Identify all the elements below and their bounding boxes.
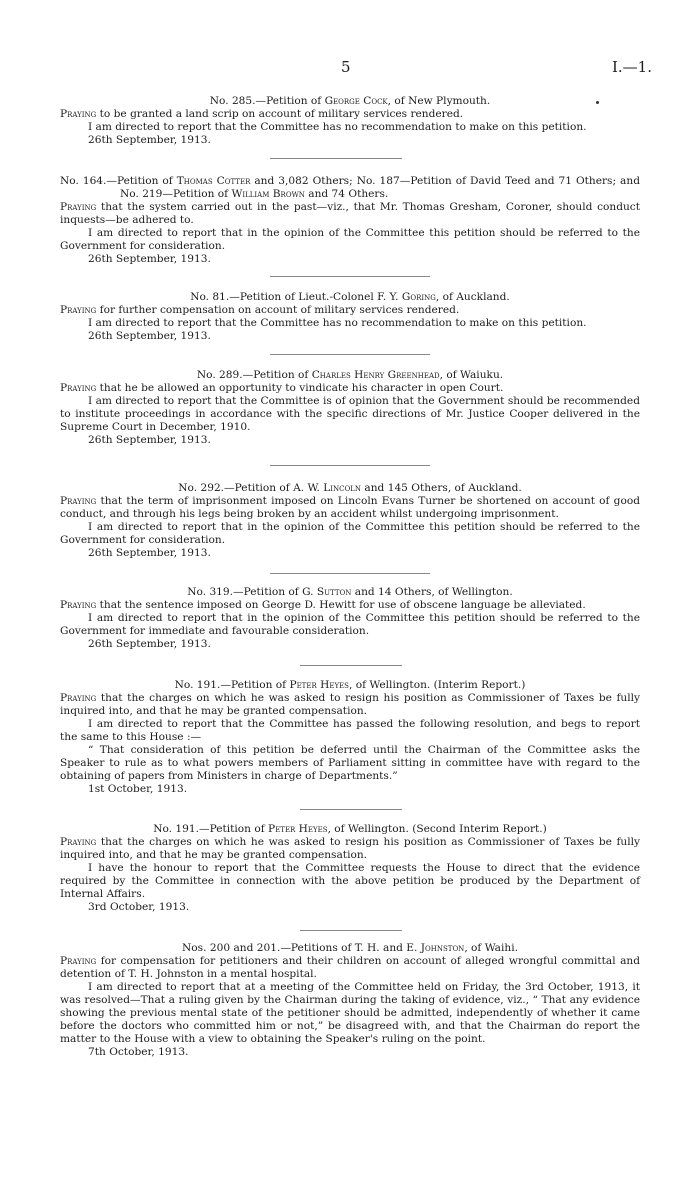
separator-rule [300, 665, 402, 666]
report-paragraph: I have the honour to report that the Committee requests the House to direct that the evidence required by the Committee in connection with the above petition be produced by the Department of Internal Affairs. [60, 862, 640, 900]
petition-entry [60, 369, 640, 447]
separator-rule [300, 930, 402, 931]
praying-paragraph: Praying that the sentence imposed on George D. Hewitt for use of obscene language be alleviated. [60, 599, 586, 611]
petition-entry [60, 482, 640, 560]
report-paragraph: I am directed to report that at a meeting of the Committee held on Friday, the 3rd October, 1913, it was resolved—That a ruling given by the Chairman during the taking of evidence, viz., “ That any evidence showing the previous mental state of the petitioner should be admitted, independently of whether it came before the doctors who committed him or not,” be disagreed with, and that the Chairman do report the matter to the House with a view to obtaining the Speaker's ruling on the point. [60, 981, 640, 1045]
report-paragraph: I am directed to report that the Committee has passed the following resolution, and begs to report the same to this House :— [60, 718, 640, 743]
report-paragraph: I am directed to report that the Committee has no recommendation to make on this petition. [88, 121, 587, 133]
report-date: 7th October, 1913. [88, 1046, 189, 1058]
petition-entry [60, 95, 640, 147]
report-date: 26th September, 1913. [88, 253, 211, 265]
praying-paragraph: Praying that the system carried out in the past—viz., that Mr. Thomas Gresham, Coroner, should conduct inquests—be adhered to. [60, 201, 640, 226]
praying-paragraph: Praying that the charges on which he was asked to resign his position as Commissioner of Taxes be fully inquired into, and that he may be granted compensation. [60, 836, 640, 861]
report-date: 3rd October, 1913. [88, 901, 190, 913]
praying-paragraph: Praying for further compensation on account of military services rendered. [60, 304, 460, 316]
page-header [0, 58, 700, 78]
separator-rule [300, 809, 402, 810]
report-date: 26th September, 1913. [88, 547, 211, 559]
document-reference: I.—1. [611, 58, 652, 76]
praying-paragraph: Praying that he be allowed an opportunity to vindicate his character in open Court. [60, 382, 504, 394]
petition-title: No. 292.—Petition of A. W. Lincoln and 145 Others, of Auckland. [178, 482, 522, 494]
praying-paragraph: Praying to be granted a land scrip on account of military services rendered. [60, 108, 464, 120]
praying-paragraph: Praying for compensation for petitioners and their children on account of alleged wrongful committal and detention of T. H. Johnston in a mental hospital. [60, 955, 640, 980]
petition-title: No. 191.—Petition of Peter Heyes, of Wellington. (Interim Report.) [174, 679, 526, 691]
separator-rule [270, 354, 430, 355]
report-paragraph: I am directed to report that in the opinion of the Committee this petition should be referred to the Government for consideration. [60, 227, 640, 252]
report-paragraph: I am directed to report that in the opinion of the Committee this petition should be referred to the Government for consideration. [60, 521, 640, 546]
petition-entry [60, 823, 640, 914]
report-date: 26th September, 1913. [88, 134, 211, 146]
petition-title: No. 285.—Petition of George Cock, of New Plymouth. [209, 95, 491, 107]
report-date: 26th September, 1913. [88, 434, 211, 446]
petition-entry [60, 586, 640, 651]
resolution-quote: “ That consideration of this petition be deferred until the Chairman of the Committee asks the Speaker to rule as to what powers members of Parliament sitting in committee have with regard to the obtaining of papers from Ministers in charge of Departments.” [60, 744, 640, 782]
report-paragraph: I am directed to report that the Committee is of opinion that the Government should be recommended to institute proceedings in accordance with the specific directions of Mr. Justice Cooper delivered in the Supreme Court in December, 1910. [60, 395, 640, 433]
petition-title: No. 81.—Petition of Lieut.-Colonel F. Y. Goring, of Auckland. [190, 291, 510, 303]
page-number: 5 [341, 58, 351, 76]
praying-paragraph: Praying that the term of imprisonment imposed on Lincoln Evans Turner be shortened on account of good conduct, and through his legs being broken by an accident whilst undergoing imprisonment. [60, 495, 640, 520]
report-date: 1st October, 1913. [88, 783, 188, 795]
report-paragraph: I am directed to report that in the opinion of the Committee this petition should be referred to the Government for immediate and favourable consideration. [60, 612, 640, 637]
petition-title: Nos. 200 and 201.—Petitions of T. H. and E. Johnston, of Waihi. [182, 942, 518, 954]
report-date: 26th September, 1913. [88, 330, 211, 342]
petition-entry [60, 679, 640, 796]
petition-title: No. 289.—Petition of Charles Henry Greenhead, of Waiuku. [196, 369, 504, 381]
petition-title: No. 191.—Petition of Peter Heyes, of Wellington. (Second Interim Report.) [153, 823, 547, 835]
report-date: 26th September, 1913. [88, 638, 211, 650]
petition-entry [60, 175, 640, 266]
separator-rule [270, 276, 430, 277]
separator-rule [270, 465, 430, 466]
separator-rule [270, 158, 402, 159]
petition-title: No. 319.—Petition of G. Sutton and 14 Others, of Wellington. [187, 586, 513, 598]
petition-entry [60, 291, 640, 343]
report-paragraph: I am directed to report that the Committee has no recommendation to make on this petition. [88, 317, 587, 329]
petition-title: No. 164.—Petition of Thomas Cotter and 3,082 Others; No. 187—Petition of David Teed and 71 Others; and No. 219—Petition of William Brown and 74 Others. [60, 175, 640, 200]
praying-paragraph: Praying that the charges on which he was asked to resign his position as Commissioner of Taxes be fully inquired into, and that he may be granted compensation. [60, 692, 640, 717]
petition-entry [60, 942, 640, 1059]
separator-rule [270, 573, 430, 574]
